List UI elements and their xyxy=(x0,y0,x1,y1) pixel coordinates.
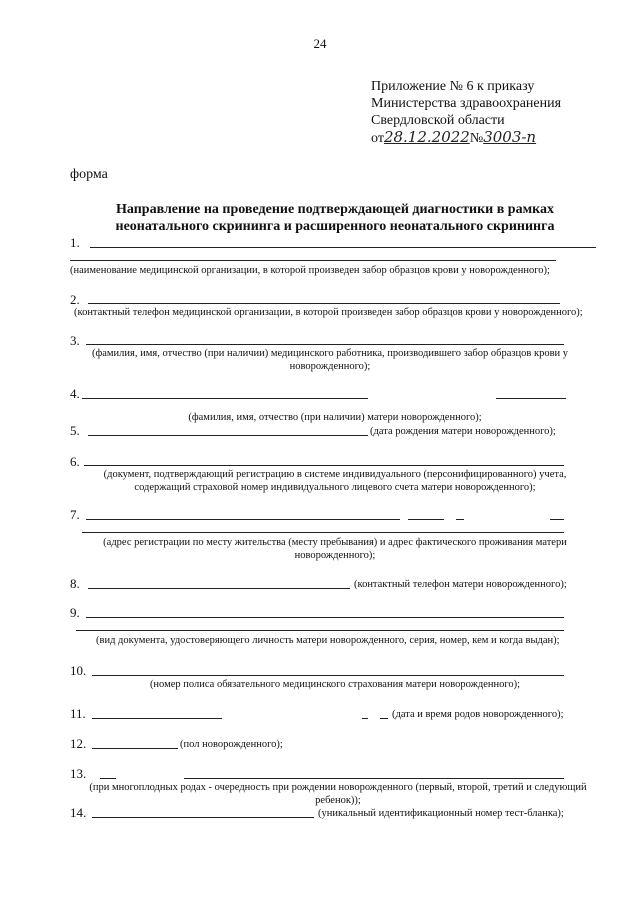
caption-9: (вид документа, удостоверяющего личность матери новорожденного, серия, номер, кем и когда выдан); xyxy=(96,635,560,646)
caption-1: (наименование медицинской организации, в которой произведен забор образцов крови у новорожденного); xyxy=(70,265,550,276)
caption-5: (дата рождения матери новорожденного); xyxy=(370,426,556,437)
item-number-12: 12. xyxy=(70,736,87,751)
caption-8: (контактный телефон матери новорожденного); xyxy=(354,579,567,590)
caption-3-line-1: (фамилия, имя, отчество (при наличии) медицинского работника, производившего забор образцов крови у xyxy=(91,348,569,359)
item-number-1: 1. xyxy=(70,235,80,250)
number-prefix: № xyxy=(469,131,484,146)
caption-2: (контактный телефон медицинской организации, в которой произведен забор образцов крови у новорожденного); xyxy=(74,307,583,318)
field-line-14 xyxy=(92,817,314,818)
caption-6-line-2: содержащий страховой номер индивидуального лицевого счета матери новорожденного); xyxy=(134,482,536,493)
field-line-7c xyxy=(456,519,464,520)
caption-3 xyxy=(80,347,580,373)
field-line-6 xyxy=(84,465,564,466)
item-number-2: 2. xyxy=(70,292,80,307)
caption-4: (фамилия, имя, отчество (при наличии) матери новорожденного); xyxy=(188,412,482,423)
field-line-8 xyxy=(88,588,350,589)
caption-13-line-2: ребенок)); xyxy=(315,795,361,806)
field-line-1 xyxy=(90,247,596,248)
field-line-7e xyxy=(82,532,564,533)
item-number-9: 9. xyxy=(70,605,80,620)
item-number-7: 7. xyxy=(70,507,80,522)
appendix-block xyxy=(371,78,561,147)
field-line-5 xyxy=(88,435,368,436)
item-number-11: 11. xyxy=(70,706,86,721)
order-date: 28.12.2022 xyxy=(383,128,470,146)
page-number: 24 xyxy=(313,36,327,51)
field-line-7a xyxy=(86,519,400,520)
caption-14: (уникальный идентификационный номер тест-бланка); xyxy=(318,808,564,819)
field-line-11a xyxy=(92,718,222,719)
caption-12: (пол новорожденного); xyxy=(180,739,283,750)
item-number-13: 13. xyxy=(70,766,87,781)
date-prefix: от xyxy=(371,131,384,146)
order-number: 3003-п xyxy=(483,128,537,146)
caption-6-line-1: (документ, подтверждающий регистрацию в системе индивидуального (персонифицированного) учета, xyxy=(103,469,567,480)
field-line-10 xyxy=(92,675,564,676)
title-line-2: неонатального скрининга и расширенного неонатального скрининга xyxy=(115,219,555,234)
item-number-8: 8. xyxy=(70,576,80,591)
appendix-date-line xyxy=(371,129,561,147)
caption-13-line-1: (при многоплодных родах - очередность при рождении новорожденного (первый, второй, третий и следующий xyxy=(89,782,587,793)
appendix-line-2: Министерства здравоохранения xyxy=(371,96,562,111)
field-line-9a xyxy=(86,617,564,618)
caption-7-line-2: новорожденного); xyxy=(294,550,376,561)
item-number-6: 6. xyxy=(70,454,80,469)
field-line-13b xyxy=(184,778,564,779)
item-number-10: 10. xyxy=(70,663,87,678)
item-number-3: 3. xyxy=(70,333,80,348)
caption-7 xyxy=(80,536,590,562)
field-line-2 xyxy=(88,303,560,304)
field-line-4a xyxy=(82,398,368,399)
document-title xyxy=(70,201,600,235)
item-number-4: 4. xyxy=(70,386,80,401)
field-line-3 xyxy=(86,344,564,345)
caption-3-line-2: новорожденного); xyxy=(289,361,371,372)
field-line-7d xyxy=(550,519,564,520)
field-line-13a xyxy=(100,778,116,779)
title-line-1: Направление на проведение подтверждающей диагностики в рамках xyxy=(116,202,554,217)
field-line-12 xyxy=(92,748,178,749)
item-number-14: 14. xyxy=(70,805,87,820)
field-line-4b xyxy=(496,398,566,399)
field-line-11b xyxy=(362,718,368,719)
appendix-line-1: Приложение № 6 к приказу xyxy=(371,79,535,94)
caption-10: (номер полиса обязательного медицинского страхования матери новорожденного); xyxy=(149,679,521,690)
caption-7-line-1: (адрес регистрации по месту жительства (месту пребывания) и адрес фактического проживания матери xyxy=(103,537,567,548)
caption-6 xyxy=(80,468,590,494)
caption-11: (дата и время родов новорожденного); xyxy=(392,709,564,720)
item-number-5: 5. xyxy=(70,423,80,438)
field-line-1b xyxy=(70,260,556,261)
caption-13 xyxy=(76,781,600,807)
field-line-9b xyxy=(76,630,564,631)
field-line-7b xyxy=(408,519,444,520)
appendix-line-3: Свердловской области xyxy=(371,113,505,128)
field-line-11c xyxy=(380,718,388,719)
form-label: форма xyxy=(70,167,108,182)
